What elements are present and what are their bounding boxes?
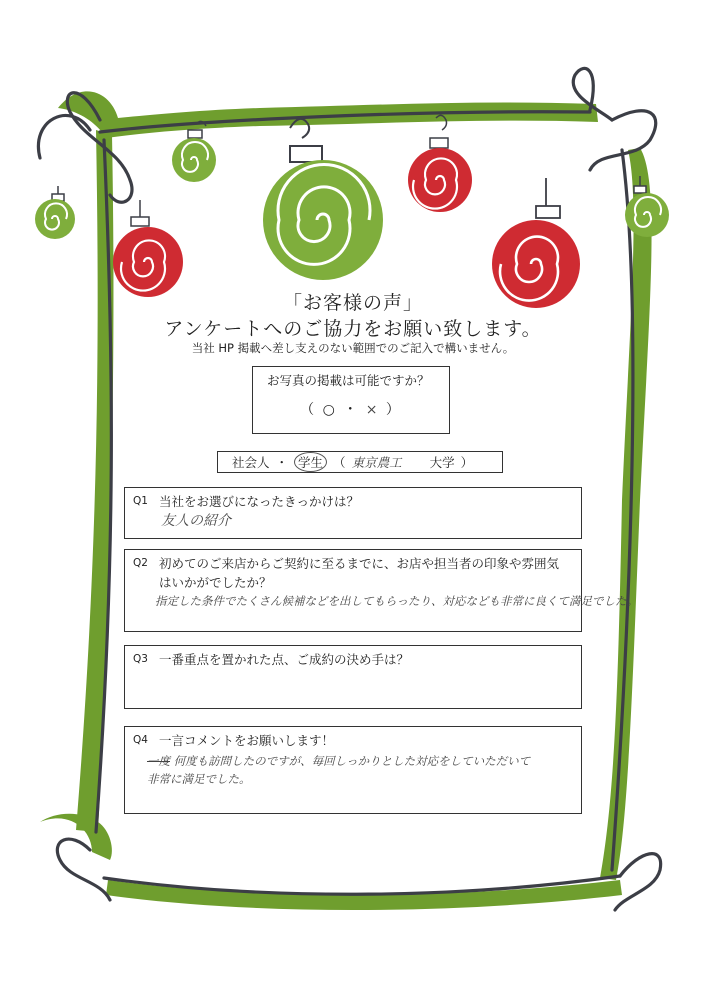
- paren-open: （: [300, 402, 317, 418]
- ornament-red-top-right: [408, 115, 472, 212]
- ornament-small-green-left: [35, 186, 75, 239]
- respondent-status-box: [217, 451, 503, 473]
- answer-handwritten-line-2: 非常に満足でした。: [147, 772, 251, 786]
- question-text: 初めてのご来店からご契約に至るまでに、お店や担当者の印象や雰囲気はいかがでしたか？: [159, 556, 560, 590]
- university-label: 大学: [429, 455, 455, 470]
- question-text: 一言コメントをお願いします！: [159, 733, 335, 748]
- struck-text: 一度: [147, 754, 170, 768]
- question-text: 一番重点を置かれた点、ご成約の決め手は？: [159, 652, 410, 667]
- ornament-large-green-center: [263, 119, 383, 280]
- answer-handwritten: 友人の紹介: [161, 513, 231, 529]
- paren-close: ）: [385, 402, 402, 418]
- question-number: Q2: [133, 557, 148, 569]
- photo-options: [253, 399, 449, 419]
- right-ribbon: [600, 148, 652, 880]
- question-number: Q4: [133, 734, 148, 746]
- option-no-selected[interactable]: ×: [365, 402, 380, 418]
- form-note: 当社 HP 掲載へ差し支えのない範囲でのご記入で構いません。: [191, 341, 515, 355]
- option-student-selected[interactable]: 学生: [294, 452, 327, 472]
- option-yes[interactable]: ○: [322, 402, 337, 418]
- bottom-left-leaf: [40, 814, 112, 860]
- question-box-q1: [124, 487, 582, 539]
- question-number: Q3: [133, 653, 148, 665]
- school-name-handwritten: 東京農工: [351, 455, 402, 470]
- question-text: 当社をお選びになったきっかけは？: [159, 494, 360, 509]
- photo-question: お写真の掲載は可能ですか？: [267, 373, 430, 388]
- form-subtitle: アンケートへのご協力をお願い致します。: [164, 318, 542, 340]
- question-box-q2: [124, 549, 638, 632]
- answer-handwritten: 指定した条件でたくさん候補などを出してもらったり、対応なども非常に良くて満足でした。: [155, 594, 638, 608]
- question-number: Q1: [133, 495, 148, 507]
- ornament-red-left: [113, 200, 183, 297]
- question-box-q3: [124, 645, 582, 709]
- paren-open: （: [333, 455, 346, 470]
- question-box-q4: [124, 726, 582, 814]
- option-worker[interactable]: 社会人: [232, 455, 270, 470]
- status-separator: ・: [275, 455, 289, 470]
- photo-permission-box: [252, 366, 450, 434]
- ornament-small-green-top: [172, 121, 216, 182]
- top-ribbon: [58, 91, 598, 138]
- form-title: 「お客様の声」: [282, 292, 423, 314]
- answer-handwritten-line-1: 一度 何度も訪問したのですが、毎回しっかりとした対応をしていただいて: [147, 754, 531, 768]
- paren-close: ）: [460, 455, 474, 470]
- option-separator: ・: [343, 402, 360, 418]
